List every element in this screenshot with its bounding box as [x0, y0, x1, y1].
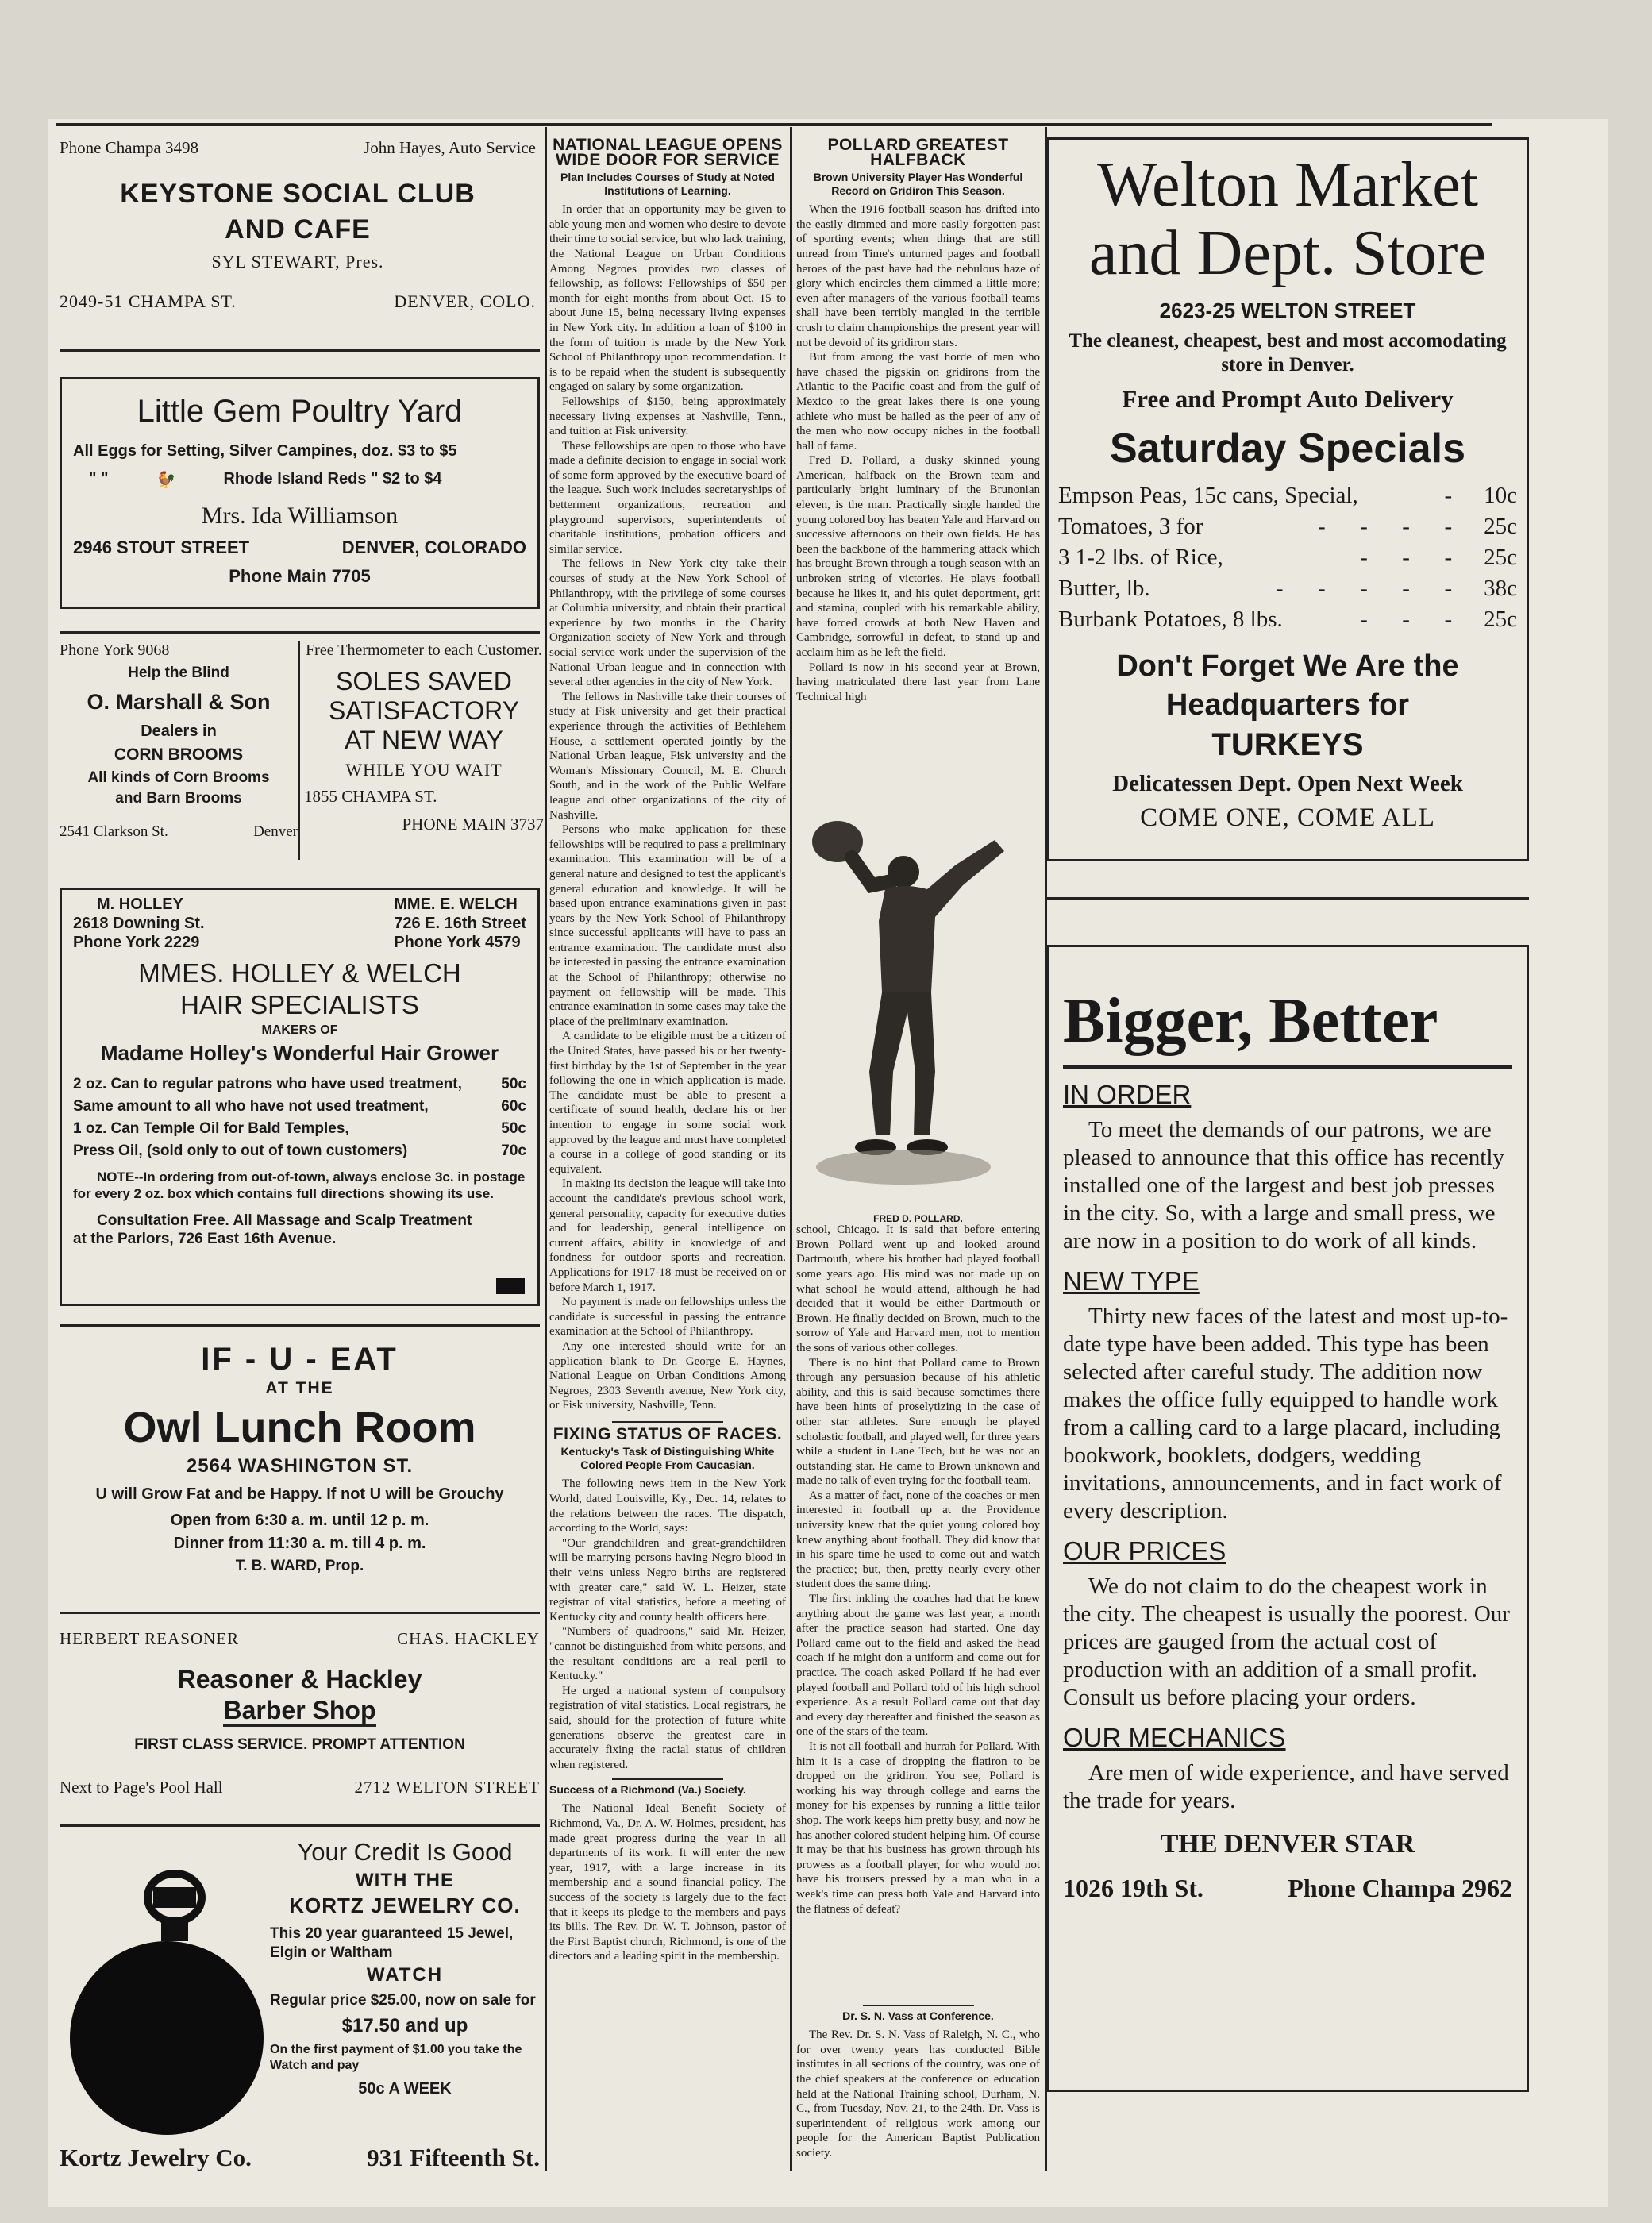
marshall-ad	[60, 641, 298, 860]
welton-item-dashes: -	[1444, 483, 1453, 508]
pollard-headline: POLLARD GREATEST HALFBACK	[827, 136, 1009, 169]
kortz-name: Kortz Jewelry Co.	[60, 2144, 252, 2171]
vass-body	[796, 2028, 1040, 2160]
owl-dinner: Dinner from 11:30 a. m. till 4 p. m.	[173, 1535, 426, 1552]
paragraph: "Our grandchildren and great-grandchildren will be marrying persons having Negro blood in their veins unless Negro births are registered with greater care," said W. L. Heizer, state registrar of vital statistics, before a meeting of Kentucky city and county health officers here.	[549, 1536, 786, 1624]
ad-divider	[298, 641, 300, 860]
poultry-owner: Mrs. Ida Williamson	[201, 503, 399, 529]
welton-address: 2623-25 WELTON STREET	[1159, 299, 1416, 322]
paragraph: Fred D. Pollard, a dusky skinned young American, halfback on the Brown team and particularly bright luminary of the Brunonian eleven, is the man. Practically single handed the young colored boy has beaten Yale and Harvard on successive afternoons on their own fields. He has been the backbone of the hammering attack which has brought Brown through a tough season with an unbroken string of victories. He plays football because he likes it, and his quiet deportment, grit and stamina, coupled with his remarkable ability, have forced crowds at both New Haven and Cambridge, sorrowful in defeat, to stand up and acclaim him as he left the field.	[796, 454, 1040, 659]
top-rule	[56, 123, 1492, 126]
marshall-city: Denver	[253, 823, 298, 840]
paragraph: As a matter of fact, none of the coaches or men interested in football up at the Providence university knew that the quiet young colored boy knew anything about football. They did know that in his spare time he used to come out and watch the practice; but, then, pretty nearly every other student does the same thing.	[796, 1489, 1040, 1591]
society-headline: Success of a Richmond (Va.) Society.	[549, 1783, 746, 1797]
barber-location: Next to Page's Pool Hall	[60, 1778, 223, 1797]
keystone-name: KEYSTONE SOCIAL CLUB	[120, 179, 476, 209]
owl-hours: Open from 6:30 a. m. until 12 p. m.	[170, 1512, 429, 1529]
paragraph: school, Chicago. It is said that before entering Brown Pollard went up and looked around Dartmouth, where his brother had played football some years ago. His mind was not made up on what school he would attend, although he had decided that it would be either Dartmouth or Brown. He finally decided on Brown, much to the sorrow of Yale and Harvard men, not to mention the sons of various other colleges.	[796, 1223, 1040, 1354]
hair-price-value: 50c	[501, 1076, 526, 1092]
kortz-line-1: Your Credit Is Good	[297, 1838, 513, 1866]
league-deck: Plan Includes Courses of Study at Noted Institutions of Learning.	[560, 171, 775, 198]
races-deck: Kentucky's Task of Distinguishing White Colored People From Caucasian.	[560, 1445, 775, 1472]
paragraph: Fellowships of $150, being approximately necessary living expenses at Nashville, Tenn., and tuition at Fisk university.	[549, 395, 786, 438]
welch-address: 726 E. 16th Street	[394, 915, 526, 932]
welton-item-dashes: - - - -	[1317, 514, 1453, 539]
welton-item-price: 38c	[1484, 576, 1517, 601]
paragraph: The fellows in New York city take their courses of study at the New York School of Philanthropy, with the privilege of some courses at Columbia university, and obtain their practical experience by two months in the Charity Organization society of New York and through social service work under the supervision of the National Urban league and in connection with several other agencies in the city of New York.	[549, 557, 786, 689]
paragraph: These fellowships are open to those who have made a definite decision to engage in social work of some form approved by the executive board of the league. Such work includes secretaryships of betterment organizations, recreation and playground supervisors, superintendents of charitable institutions, probation officers and similar service.	[549, 439, 786, 556]
pollard-photo	[796, 810, 1040, 1223]
poultry-line-1: All Eggs for Setting, Silver Campines, doz. $3 to $5	[73, 442, 457, 460]
welton-item-row	[1058, 511, 1517, 542]
paragraph: A candidate to be eligible must be a citizen of the United States, have passed his or her twenty-first birthday by the 1st of September in the year following the one in which application is made. The candidate must be able to present a certificate of sound health, declare his or her intention to engage in some social work approved by the league and must have completed a course in a college of good standing or its equivalent.	[549, 1030, 786, 1176]
star-section-new-type: NEW TYPE	[1063, 1266, 1200, 1296]
star-section-mechanics: OUR MECHANICS	[1063, 1723, 1286, 1752]
hair-price-row	[73, 1140, 526, 1162]
welton-item-price: 25c	[1484, 607, 1517, 632]
welton-item-row	[1058, 573, 1517, 604]
kortz-line-4: This 20 year guaranteed 15 Jewel, Elgin or Waltham	[270, 1925, 514, 1961]
keystone-name-2: AND CAFE	[225, 214, 371, 245]
divider	[60, 1324, 540, 1327]
hair-price-value: 50c	[501, 1120, 526, 1137]
welton-title-2: and Dept. Store	[1089, 218, 1486, 288]
welton-item-price: 25c	[1484, 514, 1517, 539]
star-section-prices-body: We do not claim to do the cheapest work in the city. The cheapest is usually the poorest. Our prices are gauged from the actual cost of production with an addition of a small profit. Consult us before placing your orders.	[1063, 1574, 1510, 1710]
paragraph: In making its decision the league will take into account the candidate's previous school work, general personality, capacity for executive duties and for leadership, general intelligence on current affairs, ability in knowledge of and fondness for outdoor sports and recreation. Applications for 1917-18 must be received on or before March 1, 1917.	[549, 1177, 786, 1294]
owl-ad	[60, 1334, 540, 1596]
kortz-line-3: KORTZ JEWELRY CO.	[289, 1894, 521, 1917]
soles-free: Free Thermometer to each Customer.	[306, 641, 542, 659]
marshall-name: O. Marshall & Son	[87, 690, 271, 714]
poultry-ad	[60, 377, 540, 609]
star-section-new-type-body: Thirty new faces of the latest and most up-to-date type have been added. This type has been selected after careful study. The addition now makes the office fully equipped to handle work from a calling card to a large placard, including bookwork, booklets, dodgers, wedding invitations, announcements, and in fact work of every description.	[1063, 1304, 1508, 1524]
divider	[60, 1612, 540, 1614]
welton-item-row	[1058, 604, 1517, 635]
football-player-image	[796, 810, 1040, 1207]
paragraph: Persons who make application for these fellowships will be required to pass a preliminary examination. This examination will be of a general nature and designed to test the applicant's general education and knowledge. It will be based upon entrance examinations given in past years by the New York School of Philanthropy since successful applicants will have to pass an entrance examination. The candidate must also be interested in passing the entrance examination at the School of Philanthropy; otherwise no payment on fellowship will be made. This entrance examination in some cases may take the place of the preliminary examination.	[549, 823, 786, 1028]
paragraph: In order that an opportunity may be given to able young men and women who desire to devote their time to social service, but who lack training, the National League on Urban Conditions Among Negroes provides two classes of fellowship, as follows: Fellowships of $50 per month for eight months from about Oct. 15 to about June 15, being necessary living expenses in New York city. In addition a loan of $100 in the form of tuition is made by the New York School of Philanthropy upon recommendation. It is to be repaid when the student is subsequently engaged on salary by some organization.	[549, 203, 786, 394]
paragraph: When the 1916 football season has drifted into the easily dimmed and more easily forgotten past of sporting events; when things that are still unread from Time's unturned pages and football heroes of the past have had the nebulous haze of glory which encircles them dimmed a little more; even after managers of the various football teams shall have been terribly mangled in the terrible crush to claim championships the present year will not be devoid of its gridiron stars.	[796, 203, 1040, 349]
owl-tag: IF - U - EAT	[201, 1342, 399, 1377]
paragraph: But from among the vast horde of men who have chased the pigskin on gridirons from the Atlantic to the Pacific coast and from the gulf of Mexico to the great lakes there is one young athlete who must be hailed as the peer of any of the men who now occupy niches in the football hall of fame.	[796, 351, 1040, 453]
pollard-body-2	[796, 1223, 1040, 1997]
column-rule	[790, 127, 792, 2171]
welton-item-price: 25c	[1484, 545, 1517, 570]
society-body	[549, 1801, 786, 1964]
hair-makers: MAKERS OF	[261, 1023, 338, 1037]
hair-price-list	[73, 1073, 526, 1162]
welton-item-name: Butter, lb.	[1058, 576, 1150, 601]
vass-headline: Dr. S. N. Vass at Conference.	[842, 2009, 994, 2023]
chicken-icon: 🐓	[156, 472, 176, 489]
star-phone: Phone Champa 2962	[1288, 1874, 1512, 1902]
barber-service: FIRST CLASS SERVICE. PROMPT ATTENTION	[134, 1736, 465, 1753]
kortz-address: 931 Fifteenth St.	[367, 2144, 540, 2171]
poultry-ditto: " "	[89, 470, 109, 487]
keystone-address: 2049-51 CHAMPA ST.	[60, 291, 237, 311]
welton-deli: Delicatessen Dept. Open Next Week	[1112, 771, 1463, 796]
denver-star-ad	[1046, 945, 1529, 2092]
column-3	[796, 135, 1040, 2175]
marshall-tag: Help the Blind	[128, 665, 229, 681]
kortz-ad	[56, 1830, 544, 2179]
barber-name: Reasoner & Hackley	[177, 1665, 422, 1693]
star-address: 1026 19th St.	[1063, 1874, 1203, 1902]
paragraph: Any one interested should write for an application blank to Dr. George E. Haynes, National League on Urban Conditions Among Negroes, 2303 Seventh avenue, New York city, or Fisk university, Nashville, Tenn.	[549, 1339, 786, 1412]
holley-address: 2618 Downing St.	[73, 915, 205, 932]
keystone-phone: Phone Champa 3498	[60, 138, 198, 157]
holley-name: M. HOLLEY	[97, 896, 183, 913]
hair-title: MMES. HOLLEY & WELCH	[138, 958, 461, 988]
kortz-line-9: 50c A WEEK	[358, 2080, 452, 2098]
welch-phone: Phone York 4579	[394, 934, 521, 951]
welton-forget-2: Headquarters for	[1165, 688, 1410, 722]
paragraph: The Rev. Dr. S. N. Vass of Raleigh, N. C., who for over twenty years has conducted Bible institutes in all sections of the country, was one of the chief speakers at the conference on education held at the National Training school, Durham, N. C., from Tuesday, Nov. 21, to the 24th. Dr. Vass is superintendent of religious work among our people for the American Baptist Publication society.	[796, 2028, 1040, 2159]
races-body	[549, 1477, 786, 1772]
welton-item-name: 3 1-2 lbs. of Rice,	[1058, 545, 1223, 570]
hair-price-row	[73, 1118, 526, 1140]
kortz-line-5: WATCH	[366, 1964, 444, 1986]
welton-title: Welton Market	[1096, 150, 1479, 220]
pocket-watch-icon	[60, 1854, 290, 2140]
paragraph: There is no hint that Pollard came to Brown through any persuasion because of his athletic ability, and this is said because sometimes there have been hints of proselytizing in the case of other star athletes. Sure enough he played scholastic football, and played well, for three years while a student in Lane Tech, but he was not an outstanding star. He came to Brown unknown and made no talk of even trying for the football team.	[796, 1356, 1040, 1488]
welton-item-dashes: - - - - -	[1275, 576, 1453, 601]
barber-left: HERBERT REASONER	[60, 1629, 240, 1648]
welton-specials: Saturday Specials	[1110, 426, 1465, 472]
marshall-kinds: All kinds of Corn Brooms	[87, 769, 270, 786]
soles-line-2: SATISFACTORY	[328, 696, 520, 725]
kortz-line-2: WITH THE	[356, 1870, 454, 1891]
welton-item-price: 10c	[1484, 483, 1517, 508]
divider	[60, 1824, 540, 1827]
owl-address: 2564 WASHINGTON ST.	[186, 1455, 414, 1477]
welton-forget: Don't Forget We Are the	[1116, 649, 1459, 683]
barber-ad	[60, 1621, 540, 1820]
barber-name-2: Barber Shop	[223, 1696, 375, 1727]
divider	[60, 631, 540, 634]
paragraph: The following news item in the New York World, dated Louisville, Ky., Dec. 14, relates to the relations between the races. The dispatch, according to the World, says:	[549, 1478, 786, 1535]
league-headline: NATIONAL LEAGUE OPENS WIDE DOOR FOR SERVICE	[553, 136, 783, 169]
welch-name: MME. E. WELCH	[394, 896, 518, 913]
soles-wait: WHILE YOU WAIT	[345, 760, 503, 780]
star-section-in-order-body: To meet the demands of our patrons, we are pleased to announce that this office has recently installed one of the largest and best job presses in the city. So, with a large and small press, we are now in a position to do work of all kinds.	[1063, 1117, 1504, 1254]
keystone-city: DENVER, COLO.	[394, 291, 536, 311]
holley-phone: Phone York 2229	[73, 934, 200, 951]
paragraph: The fellows in Nashville take their courses of study at Fisk university and get their practical experience through the activities of Bethlehem House, a settlement operated jointly by the National Urban league, Fisk university and the Woman's Missionary Council, M. E. Church South, and in the work of the Public Welfare league and other organizations of the city of Nashville.	[549, 690, 786, 822]
keystone-service: John Hayes, Auto Service	[364, 138, 536, 157]
welton-description: The cleanest, cheapest, best and most accomodating store in Denver.	[1069, 330, 1507, 376]
soles-line-1: SOLES SAVED	[336, 667, 512, 695]
owl-name: Owl Lunch Room	[123, 1404, 476, 1451]
paragraph: He urged a national system of compulsory registration of vital statistics. Local registrars, he said, should for the protection of future white generations observe the greatest care in accurately fixing the racial status of children when registered.	[549, 1684, 786, 1771]
star-name: THE DENVER STAR	[1160, 1829, 1415, 1859]
welton-item-list	[1058, 480, 1517, 635]
marshall-address: 2541 Clarkson St.	[60, 823, 168, 840]
hair-note: NOTE--In ordering from out-of-town, always enclose 3c. in postage for every 2 oz. box which contains full directions showing its use.	[73, 1169, 526, 1201]
soles-address: 1855 CHAMPA ST.	[304, 787, 437, 806]
ink-block	[496, 1278, 525, 1294]
star-title: Bigger, Better	[1063, 985, 1512, 1069]
divider	[60, 349, 540, 352]
pollard-deck: Brown University Player Has Wonderful Record on Gridiron This Season.	[813, 171, 1023, 198]
column-2	[549, 135, 786, 2175]
paragraph: No payment is made on fellowships unless the candidate is successful in passing the entrance examination at the School of Philanthropy.	[549, 1296, 786, 1339]
paragraph: "Numbers of quadroons," said Mr. Heizer, "cannot be distinguished from white persons, and the resultant conditions are a real peril to Kentucky."	[549, 1625, 786, 1683]
pollard-body	[796, 202, 1040, 810]
marshall-barn: and Barn Brooms	[115, 790, 242, 807]
paragraph: Pollard is now in his second year at Brown, having matriculated there last year from Lane Technical high	[796, 661, 1040, 703]
poultry-title: Little Gem Poultry Yard	[137, 394, 463, 429]
poultry-line-2: Rhode Island Reds " $2 to $4	[223, 470, 442, 487]
welton-come: COME ONE, COME ALL	[1140, 803, 1435, 832]
divider	[1046, 897, 1529, 900]
owl-prop: T. B. WARD, Prop.	[235, 1558, 364, 1574]
rule	[612, 1778, 723, 1780]
poultry-phone: Phone Main 7705	[229, 566, 371, 586]
hair-price-value: 60c	[501, 1098, 526, 1115]
hair-price-value: 70c	[501, 1142, 526, 1159]
welton-turkeys: TURKEYS	[1211, 727, 1364, 762]
hair-price-row	[73, 1073, 526, 1096]
paragraph: It is not all football and hurrah for Pollard. With him it is a case of dropping the flatiron to be dropped on the gridiron. You see, Pollard is working his way through college and earns the money for his expenses by running a little tailor shop. The work keeps him pretty busy, and now he has another colored student helping him. Of course it may be that his business has grown through his prowess as a football player, for who would not have his trousers pressed by a man who in a week's time can press both Yale and Harvard into the flatness of defeat?	[796, 1739, 1040, 1916]
kortz-line-8: On the first payment of $1.00 you take the Watch and pay	[270, 2043, 522, 2072]
soles-line-3: AT NEW WAY	[345, 726, 503, 754]
welton-item-row	[1058, 480, 1517, 511]
poultry-address: 2946 STOUT STREET	[73, 537, 250, 557]
hair-ad	[60, 888, 540, 1306]
poultry-city: DENVER, COLORADO	[341, 537, 526, 557]
keystone-ad	[60, 135, 536, 341]
welton-ad	[1046, 137, 1529, 861]
hair-price-item: 2 oz. Can to regular patrons who have used treatment,	[73, 1076, 462, 1092]
owl-slogan: U will Grow Fat and be Happy. If not U will be Grouchy	[95, 1485, 504, 1503]
league-body	[549, 202, 786, 1413]
paragraph: The National Ideal Benefit Society of Richmond, Va., Dr. A. W. Holmes, president, has made great progress during the year in all departments of its work. It will enter the new year, 1917, with a large increase in its membership and a sound financial policy. The success of the society is largely due to the fact that it keeps its pledge to the members and pays its bills. The Rev. Dr. W. T. Johnson, pastor of the First Baptist church, Richmond, is one of the directors and a leading spirit in the membership.	[549, 1802, 786, 1963]
marshall-product: CORN BROOMS	[114, 745, 244, 764]
keystone-president: SYL STEWART, Pres.	[211, 252, 384, 272]
welton-item-dashes: - - -	[1360, 607, 1453, 632]
marshall-phone: Phone York 9068	[60, 641, 170, 659]
hair-title-2: HAIR SPECIALISTS	[180, 990, 419, 1019]
kortz-line-6: Regular price $25.00, now on sale for	[270, 1992, 536, 2009]
rule	[863, 2005, 974, 2006]
star-section-prices: OUR PRICES	[1063, 1536, 1226, 1566]
column-rule	[545, 127, 547, 2171]
soles-ad	[304, 641, 544, 860]
hair-price-item: Same amount to all who have not used treatment,	[73, 1098, 429, 1115]
soles-phone: PHONE MAIN 3737	[402, 815, 544, 834]
hair-consultation: Consultation Free. All Massage and Scalp Treatment at the Parlors, 726 East 16th Avenue.	[73, 1212, 472, 1247]
welton-item-name: Burbank Potatoes, 8 lbs.	[1058, 607, 1283, 632]
owl-at: AT THE	[265, 1379, 334, 1397]
star-section-in-order: IN ORDER	[1063, 1080, 1192, 1109]
welton-item-dashes: - - -	[1360, 545, 1453, 570]
paragraph: The first inkling the coaches had that he knew anything about the game was last year, a month after the practice season had started. One day Pollard came out to the field and asked the head coach if he might don a uniform and come out for practice. The coach asked Pollard if he had ever played football and Pollard told of his high school experience. As a result Pollard came out that day and every day thereafter and finished the season as one of the stars of the team.	[796, 1593, 1040, 1739]
welton-item-name: Tomatoes, 3 for	[1058, 514, 1203, 539]
welton-item-row	[1058, 542, 1517, 573]
barber-address: 2712 WELTON STREET	[354, 1778, 540, 1797]
marshall-dealers: Dealers in	[141, 722, 217, 740]
welton-delivery: Free and Prompt Auto Delivery	[1122, 385, 1454, 413]
hair-price-row	[73, 1096, 526, 1118]
races-headline: FIXING STATUS OF RACES.	[553, 1424, 783, 1443]
hair-product: Madame Holley's Wonderful Hair Grower	[100, 1041, 499, 1065]
welton-item-name: Empson Peas, 15c cans, Special,	[1058, 483, 1358, 508]
kortz-line-7: $17.50 and up	[341, 2015, 468, 2036]
hair-price-item: Press Oil, (sold only to out of town customers)	[73, 1142, 408, 1159]
barber-right: CHAS. HACKLEY	[397, 1629, 540, 1648]
star-section-mechanics-body: Are men of wide experience, and have served the trade for years.	[1063, 1760, 1509, 1813]
hair-price-item: 1 oz. Can Temple Oil for Bald Temples,	[73, 1120, 349, 1137]
pollard-caption: FRED D. POLLARD.	[873, 1212, 963, 1224]
rule	[612, 1421, 723, 1423]
